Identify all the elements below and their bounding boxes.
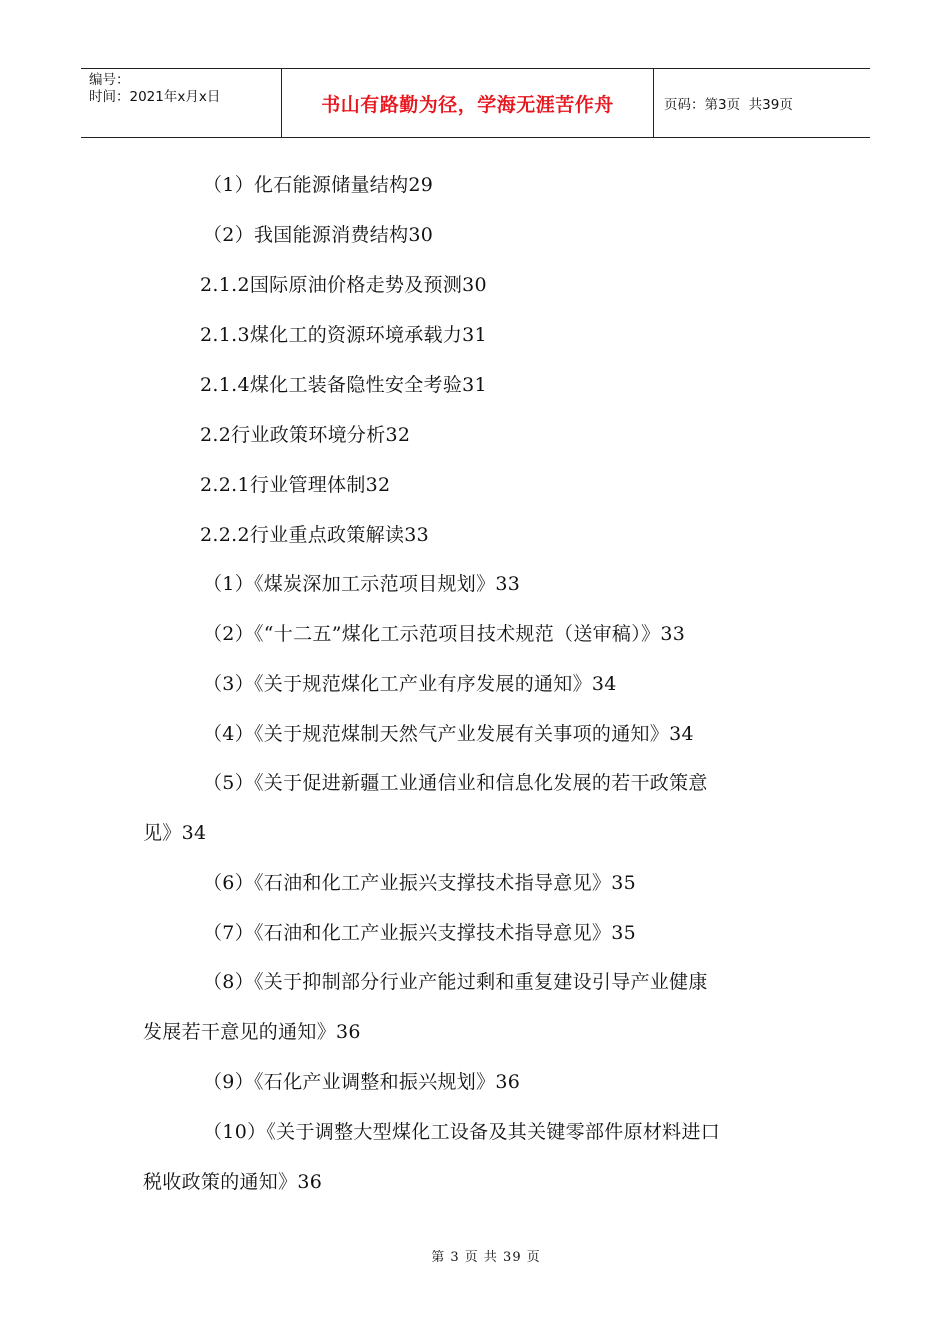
toc-entry[interactable]: （9）《石化产业调整和振兴规划》36 — [203, 1071, 521, 1093]
page-footer — [0, 1246, 950, 1265]
toc-entry[interactable]: （3）《关于规范煤化工产业有序发展的通知》34 — [203, 673, 617, 695]
toc-entry[interactable]: 2.1.2国际原油价格走势及预测30 — [200, 274, 487, 296]
header-meta — [81, 69, 282, 137]
page-info-text: 页码：第3页 共39页 — [664, 97, 793, 113]
toc-entry[interactable]: （5）《关于促进新疆工业通信业和信息化发展的若干政策意 — [203, 772, 708, 794]
toc-entry[interactable]: 2.2.2行业重点政策解读33 — [200, 524, 430, 546]
toc-entry-continued[interactable]: 发展若干意见的通知》36 — [143, 1021, 361, 1043]
toc-entry[interactable]: 2.1.4煤化工装备隐性安全考验31 — [200, 374, 487, 396]
toc-entry[interactable]: 2.2.1行业管理体制32 — [200, 474, 391, 496]
toc-entry[interactable]: 2.2行业政策环境分析32 — [200, 424, 411, 446]
toc-entry[interactable]: （1）化石能源储量结构29 — [203, 174, 434, 196]
toc-entry[interactable]: （7）《石油和化工产业振兴支撑技术指导意见》35 — [203, 922, 636, 944]
toc-entry[interactable]: （1）《煤炭深加工示范项目规划》33 — [203, 573, 521, 595]
motto-text: 书山有路勤为径，学海无涯苦作舟 — [321, 93, 614, 116]
toc-entry[interactable]: （2）我国能源消费结构30 — [203, 224, 434, 246]
footer-page-number: 第 3 页 共 39 页 — [431, 1250, 541, 1265]
page-header — [81, 68, 870, 138]
toc-entry[interactable]: （4）《关于规范煤制天然气产业发展有关事项的通知》34 — [203, 723, 694, 745]
toc-entry[interactable]: （6）《石油和化工产业振兴支撑技术指导意见》35 — [203, 872, 636, 894]
toc-entry[interactable]: （2）《“十二五”煤化工示范项目技术规范（送审稿）》33 — [203, 623, 686, 645]
toc-entry-continued[interactable]: 税收政策的通知》36 — [143, 1171, 323, 1193]
toc-entry[interactable]: （10）《关于调整大型煤化工设备及其关键零部件原材料进口 — [203, 1121, 721, 1143]
toc-entry-continued[interactable]: 见》34 — [143, 822, 207, 844]
code-label: 编号： — [89, 72, 130, 88]
toc-entry[interactable]: 2.1.3煤化工的资源环境承载力31 — [200, 324, 487, 346]
header-page-info — [654, 69, 870, 137]
time-label: 时间：2021年x月x日 — [89, 89, 221, 105]
header-motto — [282, 69, 654, 137]
toc-entry[interactable]: （8）《关于抑制部分行业产能过剩和重复建设引导产业健康 — [203, 971, 708, 993]
